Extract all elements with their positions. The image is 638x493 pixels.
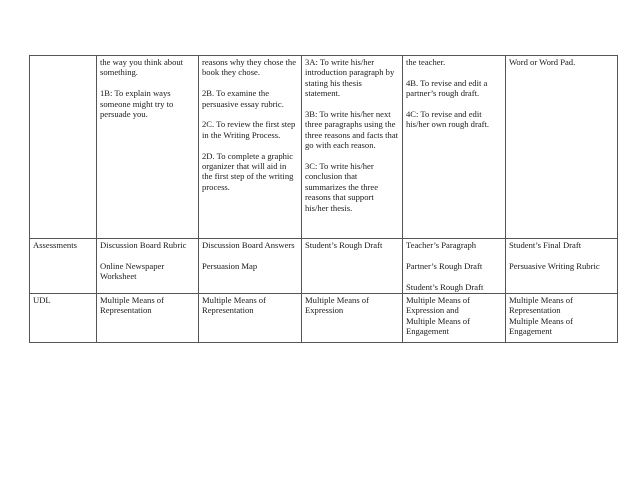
table-cell	[403, 56, 506, 239]
cell-text: 2C. To review the first step in the Writing Process.	[202, 119, 296, 140]
cell-text: Multiple Means of Representation	[202, 295, 266, 316]
table-cell	[506, 56, 618, 239]
cell-text: Discussion Board Rubric	[100, 240, 187, 250]
cell-text: 3A: To write his/her introduction paragraph by stating his thesis statement.	[305, 57, 395, 99]
cell-text: 3C: To write his/her conclusion that summarizes the three reasons that support his/her thesis.	[305, 161, 379, 213]
cell-text: the way you think about something.	[100, 57, 184, 78]
cell-text: Partner’s Rough Draft	[406, 260, 483, 271]
table-row-assessments	[30, 239, 618, 294]
table-cell	[506, 239, 618, 294]
cell-text: 2D. To complete a graphic organizer that will aid in the first step of the writing process.	[202, 150, 294, 192]
cell-text: Teacher’s Paragraph	[406, 240, 477, 250]
cell-text: Multiple Means of Engagement	[406, 315, 470, 337]
cell-text: Multiple Means of Expression	[305, 295, 369, 316]
table-cell	[199, 294, 302, 343]
table-cell	[302, 56, 403, 239]
table-cell	[506, 294, 618, 343]
cell-text: 4C: To revise and edit his/her own rough draft.	[406, 109, 490, 130]
row-label-cell	[30, 294, 97, 343]
table-cell	[302, 294, 403, 343]
cell-text: Student’s Rough Draft	[406, 281, 484, 292]
row-label-cell	[30, 239, 97, 294]
cell-text: 3B: To write his/her next three paragraphs using the three reasons and facts that go with each reason.	[305, 109, 399, 151]
cell-text: Multiple Means of Expression and	[406, 295, 470, 316]
cell-text: Persuasion Map	[202, 260, 258, 271]
cell-text: Student’s Rough Draft	[305, 240, 383, 250]
cell-text: 2B. To examine the persuasive essay rubric.	[202, 88, 284, 109]
row-label-cell	[30, 56, 97, 239]
lesson-plan-table	[29, 55, 618, 343]
table-cell	[403, 294, 506, 343]
cell-text: Student’s Final Draft	[509, 240, 582, 250]
cell-text: reasons why they chose the book they chose.	[202, 57, 297, 78]
row-label: UDL	[33, 295, 51, 305]
table-cell	[97, 239, 199, 294]
table-cell	[199, 239, 302, 294]
table-cell	[97, 294, 199, 343]
table-row-objectives	[30, 56, 618, 239]
table-row-udl	[30, 294, 618, 343]
cell-text: Multiple Means of Engagement	[509, 315, 573, 337]
cell-text: Word or Word Pad.	[509, 57, 576, 67]
cell-text: 1B: To explain ways someone might try to persuade you.	[100, 88, 174, 120]
cell-text: 4B. To revise and edit a partner’s rough draft.	[406, 77, 488, 99]
cell-text: Discussion Board Answers	[202, 240, 295, 250]
table-cell	[302, 239, 403, 294]
table-cell	[97, 56, 199, 239]
cell-text: Persuasive Writing Rubric	[509, 260, 600, 271]
table-cell	[403, 239, 506, 294]
row-label: Assessments	[33, 240, 77, 250]
cell-text: Online Newspaper Worksheet	[100, 260, 165, 282]
cell-text: the teacher.	[406, 57, 446, 67]
cell-text: Multiple Means of Representation	[100, 295, 164, 316]
table-cell	[199, 56, 302, 239]
cell-text: Multiple Means of Representation	[509, 295, 573, 316]
